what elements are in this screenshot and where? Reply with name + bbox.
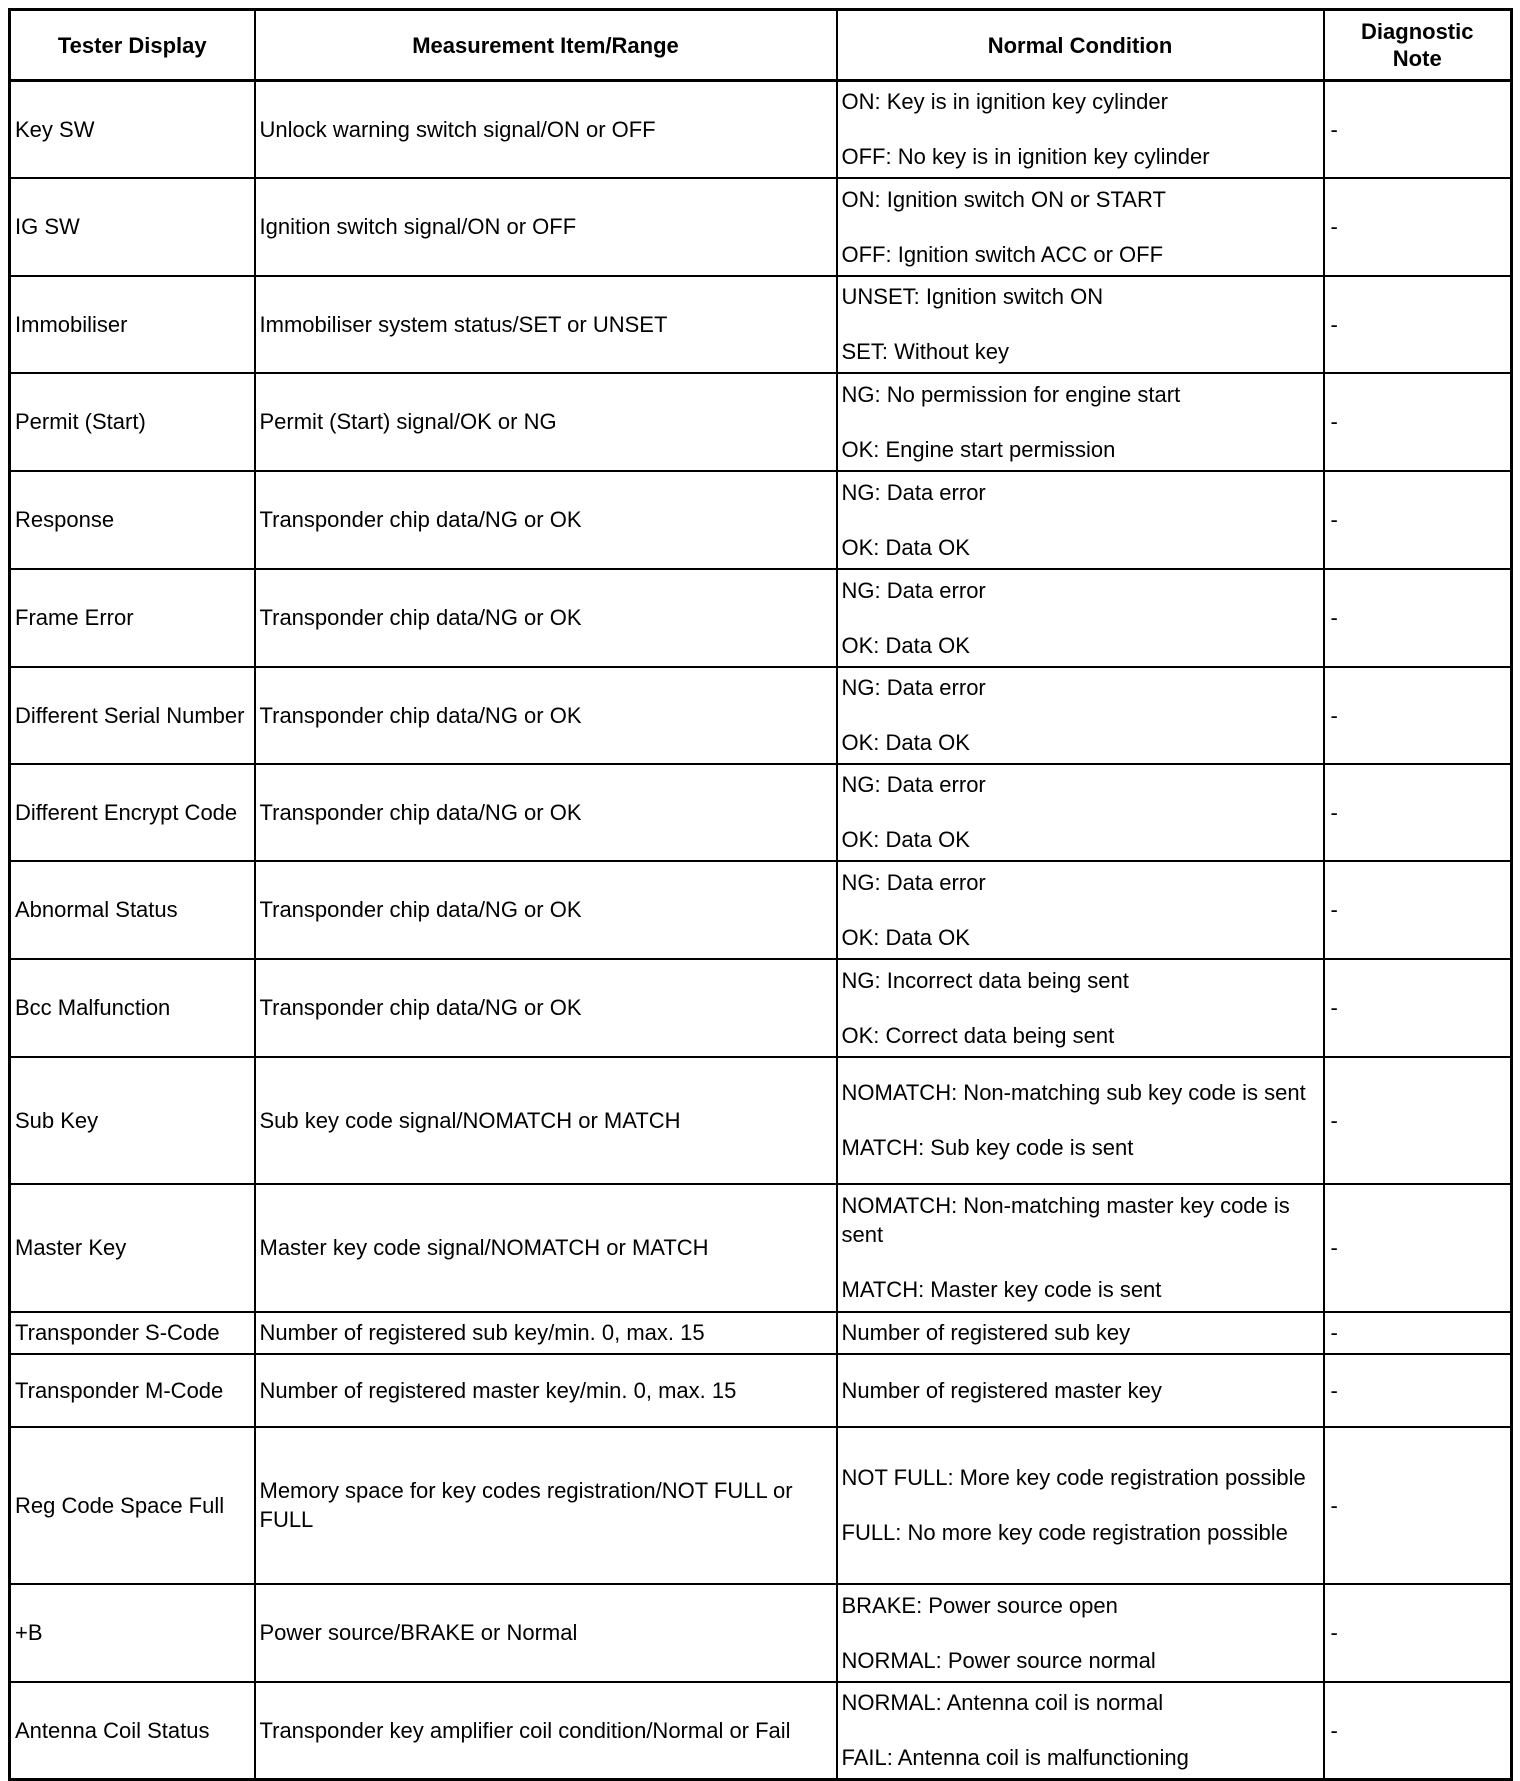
diagnostic-note-cell: -	[1324, 959, 1512, 1057]
header-measurement-item: Measurement Item/Range	[255, 10, 837, 81]
condition-text: NG: Data error	[841, 772, 986, 797]
measurement-item-cell: Transponder chip data/NG or OK	[255, 959, 837, 1057]
tester-display-cell: Immobiliser	[10, 276, 255, 373]
tester-display-cell: Master Key	[10, 1184, 255, 1312]
tester-display-cell: Reg Code Space Full	[10, 1427, 255, 1584]
tester-display-cell: Key SW	[10, 81, 255, 178]
normal-condition-cell	[837, 1682, 1324, 1780]
condition-text: NOMATCH: Non-matching master key code is sent	[841, 1193, 1290, 1247]
tester-display-cell: Frame Error	[10, 569, 255, 667]
normal-condition-cell	[837, 1427, 1324, 1584]
tester-display-cell: Response	[10, 471, 255, 569]
normal-condition-cell	[837, 471, 1324, 569]
measurement-item-cell: Number of registered master key/min. 0, max. 15	[255, 1354, 837, 1427]
condition-text: Number of registered sub key	[841, 1320, 1131, 1345]
condition-text: MATCH: Sub key code is sent	[841, 1135, 1134, 1160]
measurement-item-cell: Sub key code signal/NOMATCH or MATCH	[255, 1057, 837, 1184]
condition-text: OK: Data OK	[841, 534, 970, 560]
condition-text: OK: Data OK	[841, 924, 970, 950]
normal-condition-cell	[837, 1354, 1324, 1427]
tester-display-cell: Different Encrypt Code	[10, 764, 255, 861]
diagnostic-note-cell: -	[1324, 1427, 1512, 1584]
normal-condition-cell	[837, 667, 1324, 764]
measurement-item-cell: Permit (Start) signal/OK or NG	[255, 373, 837, 471]
normal-condition-cell	[837, 861, 1324, 959]
condition-text: OK: Correct data being sent	[841, 1022, 1115, 1048]
diagnostic-note-cell: -	[1324, 373, 1512, 471]
condition-text: Number of registered master key	[841, 1377, 1162, 1403]
table-row	[10, 764, 1512, 861]
condition-text: OK: Engine start permission	[841, 436, 1116, 462]
condition-text: FAIL: Antenna coil is malfunctioning	[841, 1745, 1189, 1771]
table-row	[10, 1584, 1512, 1682]
condition-text: NOT FULL: More key code registration possible	[841, 1465, 1306, 1490]
measurement-item-cell: Memory space for key codes registration/NOT FULL or FULL	[255, 1427, 837, 1584]
diagnostic-note-cell: -	[1324, 178, 1512, 276]
diagnostic-note-cell: -	[1324, 471, 1512, 569]
condition-text: OFF: No key is in ignition key cylinder	[841, 144, 1210, 170]
tester-display-cell: Antenna Coil Status	[10, 1682, 255, 1780]
diagnostic-note-cell: -	[1324, 861, 1512, 959]
diagnostic-note-cell: -	[1324, 1354, 1512, 1427]
diagnostic-note-cell: -	[1324, 1584, 1512, 1682]
measurement-item-cell: Unlock warning switch signal/ON or OFF	[255, 81, 837, 178]
tester-display-cell: Transponder S-Code	[10, 1312, 255, 1354]
diagnostic-note-cell: -	[1324, 81, 1512, 178]
tester-display-cell: Permit (Start)	[10, 373, 255, 471]
condition-text: BRAKE: Power source open	[841, 1592, 1118, 1618]
measurement-item-cell: Transponder chip data/NG or OK	[255, 569, 837, 667]
measurement-item-cell: Transponder chip data/NG or OK	[255, 861, 837, 959]
table-row	[10, 1057, 1512, 1184]
table-row	[10, 276, 1512, 373]
header-diagnostic-note: Diagnostic Note	[1324, 10, 1512, 81]
normal-condition-cell	[837, 1184, 1324, 1312]
condition-text: OK: Data OK	[841, 827, 970, 852]
condition-text: NG: Data error	[841, 479, 986, 505]
normal-condition-cell	[837, 373, 1324, 471]
condition-text: SET: Without key	[841, 339, 1010, 364]
table-row	[10, 1312, 1512, 1354]
condition-text: NG: Data error	[841, 577, 986, 603]
measurement-item-cell: Master key code signal/NOMATCH or MATCH	[255, 1184, 837, 1312]
diagnostic-note-cell: -	[1324, 276, 1512, 373]
normal-condition-cell	[837, 1057, 1324, 1184]
diagnostic-note-cell: -	[1324, 569, 1512, 667]
table-row	[10, 1354, 1512, 1427]
tester-display-cell: IG SW	[10, 178, 255, 276]
table-header-row	[10, 10, 1512, 81]
normal-condition-cell	[837, 276, 1324, 373]
condition-text: OK: Data OK	[841, 730, 970, 755]
measurement-item-cell: Number of registered sub key/min. 0, max. 15	[255, 1312, 837, 1354]
tester-display-cell: Transponder M-Code	[10, 1354, 255, 1427]
condition-text: NG: Incorrect data being sent	[841, 967, 1129, 993]
header-tester-display: Tester Display	[10, 10, 255, 81]
diagnostic-note-cell: -	[1324, 1682, 1512, 1780]
normal-condition-cell	[837, 569, 1324, 667]
table-row	[10, 667, 1512, 764]
condition-text: MATCH: Master key code is sent	[841, 1277, 1162, 1302]
condition-text: NG: No permission for engine start	[841, 381, 1181, 407]
measurement-item-cell: Transponder chip data/NG or OK	[255, 667, 837, 764]
condition-text: FULL: No more key code registration possible	[841, 1520, 1288, 1545]
normal-condition-cell	[837, 81, 1324, 178]
diagnostic-data-table	[8, 8, 1513, 1781]
condition-text: NORMAL: Antenna coil is normal	[841, 1690, 1164, 1716]
condition-text: NORMAL: Power source normal	[841, 1647, 1156, 1673]
condition-text: ON: Ignition switch ON or START	[841, 186, 1166, 212]
table-row	[10, 373, 1512, 471]
diagnostic-note-cell: -	[1324, 1184, 1512, 1312]
table-row	[10, 471, 1512, 569]
condition-text: NG: Data error	[841, 675, 986, 700]
diagnostic-note-cell: -	[1324, 1057, 1512, 1184]
condition-text: NOMATCH: Non-matching sub key code is sent	[841, 1080, 1306, 1105]
measurement-item-cell: Transponder chip data/NG or OK	[255, 764, 837, 861]
table-row	[10, 569, 1512, 667]
condition-text: NG: Data error	[841, 869, 986, 895]
condition-text: OK: Data OK	[841, 632, 970, 658]
table-row	[10, 81, 1512, 178]
table-row	[10, 861, 1512, 959]
measurement-item-cell: Power source/BRAKE or Normal	[255, 1584, 837, 1682]
diagnostic-note-cell: -	[1324, 667, 1512, 764]
diagnostic-note-cell: -	[1324, 1312, 1512, 1354]
table-row	[10, 1682, 1512, 1780]
condition-text: ON: Key is in ignition key cylinder	[841, 89, 1168, 115]
measurement-item-cell: Ignition switch signal/ON or OFF	[255, 178, 837, 276]
normal-condition-cell	[837, 764, 1324, 861]
header-normal-condition: Normal Condition	[837, 10, 1324, 81]
tester-display-cell: Sub Key	[10, 1057, 255, 1184]
tester-display-cell: Different Serial Number	[10, 667, 255, 764]
diagnostic-note-cell: -	[1324, 764, 1512, 861]
condition-text: OFF: Ignition switch ACC or OFF	[841, 241, 1164, 267]
measurement-item-cell: Immobiliser system status/SET or UNSET	[255, 276, 837, 373]
tester-display-cell: Bcc Malfunction	[10, 959, 255, 1057]
table-row	[10, 1427, 1512, 1584]
normal-condition-cell	[837, 178, 1324, 276]
table-row	[10, 959, 1512, 1057]
normal-condition-cell	[837, 959, 1324, 1057]
table-row	[10, 178, 1512, 276]
measurement-item-cell: Transponder key amplifier coil condition/Normal or Fail	[255, 1682, 837, 1780]
tester-display-cell: Abnormal Status	[10, 861, 255, 959]
normal-condition-cell	[837, 1312, 1324, 1354]
table-row	[10, 1184, 1512, 1312]
measurement-item-cell: Transponder chip data/NG or OK	[255, 471, 837, 569]
normal-condition-cell	[837, 1584, 1324, 1682]
condition-text: UNSET: Ignition switch ON	[841, 284, 1104, 309]
tester-display-cell: +B	[10, 1584, 255, 1682]
